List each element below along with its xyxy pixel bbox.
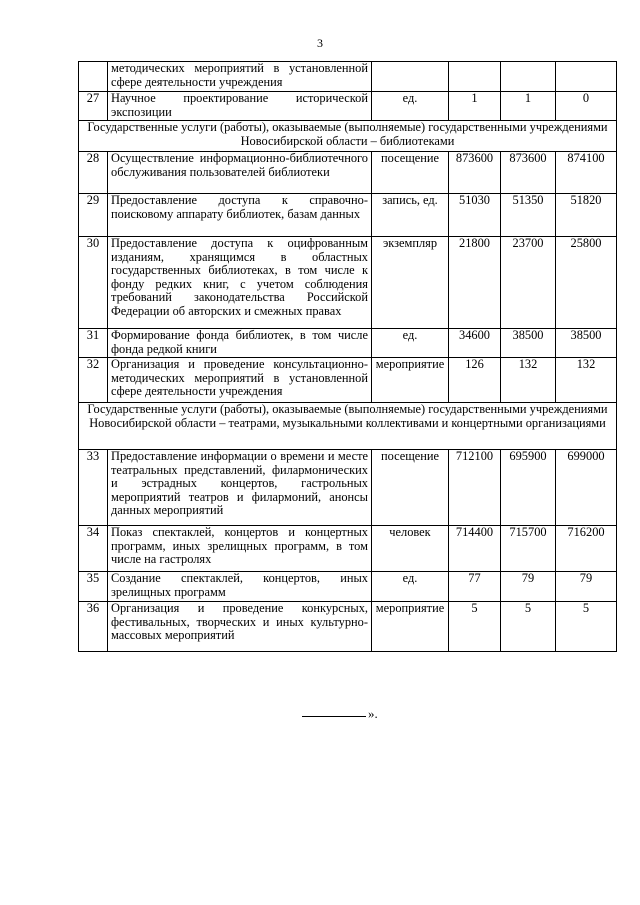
value-year-1: 77 bbox=[449, 572, 501, 602]
value-year-2: 51350 bbox=[501, 194, 556, 237]
closing-underline bbox=[302, 716, 366, 717]
value-year-1: 21800 bbox=[449, 237, 501, 329]
table-row bbox=[79, 358, 617, 403]
service-name: Предоставление доступа к справочно-поисковому аппарату библиотек, базам данных bbox=[108, 194, 372, 237]
value-year-3: 5 bbox=[556, 602, 617, 652]
row-number: 33 bbox=[79, 450, 108, 526]
table-row bbox=[79, 602, 617, 652]
section-header-row bbox=[79, 403, 617, 450]
value-year-2 bbox=[501, 62, 556, 92]
value-year-3: 699000 bbox=[556, 450, 617, 526]
service-name: Создание спектаклей, концертов, иных зрелищных программ bbox=[108, 572, 372, 602]
row-number: 34 bbox=[79, 526, 108, 572]
value-year-2: 23700 bbox=[501, 237, 556, 329]
table-row bbox=[79, 152, 617, 194]
value-year-1: 714400 bbox=[449, 526, 501, 572]
service-name: методических мероприятий в установленной сфере деятельности учреждения bbox=[108, 62, 372, 92]
value-year-1: 34600 bbox=[449, 329, 501, 358]
table-row bbox=[79, 450, 617, 526]
service-name: Организация и проведение консультационно-методических мероприятий в установленной сфере деятельности учреждения bbox=[108, 358, 372, 403]
table-row bbox=[79, 329, 617, 358]
row-number: 31 bbox=[79, 329, 108, 358]
value-year-2: 38500 bbox=[501, 329, 556, 358]
unit-of-measure: ед. bbox=[372, 92, 449, 121]
section-title-libraries: Государственные услуги (работы), оказываемые (выполняемые) государственными учреждениями Новосибирской области – библиотеками bbox=[79, 121, 617, 152]
table-row bbox=[79, 237, 617, 329]
service-name: Организация и проведение конкурсных, фестивальных, творческих и иных культурно-массовых мероприятий bbox=[108, 602, 372, 652]
value-year-3: 0 bbox=[556, 92, 617, 121]
unit-of-measure bbox=[372, 62, 449, 92]
unit-of-measure: ед. bbox=[372, 572, 449, 602]
value-year-3: 874100 bbox=[556, 152, 617, 194]
row-number: 36 bbox=[79, 602, 108, 652]
services-table bbox=[78, 61, 617, 652]
table-row bbox=[79, 572, 617, 602]
service-name: Формирование фонда библиотек, в том числе фонда редкой книги bbox=[108, 329, 372, 358]
table-row bbox=[79, 526, 617, 572]
unit-of-measure: посещение bbox=[372, 152, 449, 194]
value-year-1: 1 bbox=[449, 92, 501, 121]
section-header-row bbox=[79, 121, 617, 152]
row-number: 27 bbox=[79, 92, 108, 121]
value-year-1: 712100 bbox=[449, 450, 501, 526]
unit-of-measure: человек bbox=[372, 526, 449, 572]
value-year-3: 132 bbox=[556, 358, 617, 403]
service-name: Научное проектирование исторической экспозиции bbox=[108, 92, 372, 121]
table-row bbox=[79, 194, 617, 237]
value-year-2: 695900 bbox=[501, 450, 556, 526]
service-name: Осуществление информационно-библиотечного обслуживания пользователей библиотеки bbox=[108, 152, 372, 194]
unit-of-measure: запись, ед. bbox=[372, 194, 449, 237]
value-year-3 bbox=[556, 62, 617, 92]
page-number: 3 bbox=[317, 36, 323, 50]
unit-of-measure: посещение bbox=[372, 450, 449, 526]
value-year-3: 38500 bbox=[556, 329, 617, 358]
value-year-2: 79 bbox=[501, 572, 556, 602]
row-number: 30 bbox=[79, 237, 108, 329]
value-year-2: 1 bbox=[501, 92, 556, 121]
value-year-2: 873600 bbox=[501, 152, 556, 194]
row-number bbox=[79, 62, 108, 92]
row-number: 28 bbox=[79, 152, 108, 194]
table-row bbox=[79, 92, 617, 121]
table-row bbox=[79, 62, 617, 92]
unit-of-measure: ед. bbox=[372, 329, 449, 358]
unit-of-measure: мероприятие bbox=[372, 358, 449, 403]
value-year-1: 5 bbox=[449, 602, 501, 652]
row-number: 32 bbox=[79, 358, 108, 403]
value-year-2: 5 bbox=[501, 602, 556, 652]
unit-of-measure: мероприятие bbox=[372, 602, 449, 652]
section-title-theatres: Государственные услуги (работы), оказываемые (выполняемые) государственными учреждениями Новосибирской области – театрами, музыкальными коллективами и концертными организациями bbox=[79, 403, 617, 450]
value-year-1: 51030 bbox=[449, 194, 501, 237]
value-year-3: 51820 bbox=[556, 194, 617, 237]
value-year-1: 126 bbox=[449, 358, 501, 403]
value-year-3: 79 bbox=[556, 572, 617, 602]
value-year-3: 25800 bbox=[556, 237, 617, 329]
value-year-1: 873600 bbox=[449, 152, 501, 194]
unit-of-measure: экземпляр bbox=[372, 237, 449, 329]
row-number: 35 bbox=[79, 572, 108, 602]
value-year-1 bbox=[449, 62, 501, 92]
value-year-2: 132 bbox=[501, 358, 556, 403]
service-name: Показ спектаклей, концертов и концертных программ, иных зрелищных программ, в том числе на гастролях bbox=[108, 526, 372, 572]
service-name: Предоставление информации о времени и месте театральных представлений, филармонических и эстрадных концертов, гастрольных мероприятий театров и филармоний, анонсы данных мероприятий bbox=[108, 450, 372, 526]
service-name: Предоставление доступа к оцифрованным изданиям, хранящимся в областных государственных библиотеках, в том числе к фонду редких книг, с учетом соблюдения требований законодательства Российской Федерации об авторских и смежных правах bbox=[108, 237, 372, 329]
value-year-3: 716200 bbox=[556, 526, 617, 572]
value-year-2: 715700 bbox=[501, 526, 556, 572]
row-number: 29 bbox=[79, 194, 108, 237]
closing-quote: ». bbox=[368, 706, 378, 721]
